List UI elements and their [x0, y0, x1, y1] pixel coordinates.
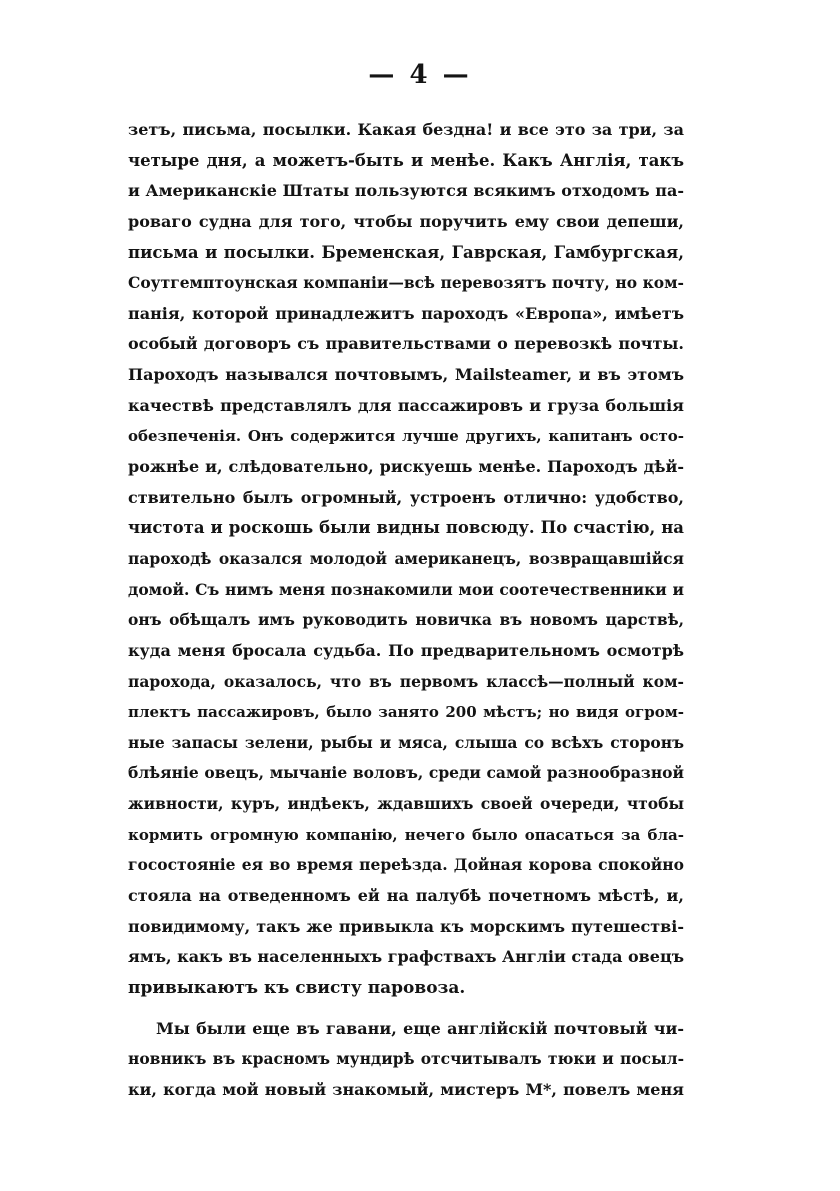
text-line: повидимому, такъ же привыкла къ морскимъ путешестві- [128, 916, 684, 936]
text-line: домой. Съ нимъ меня познакомили мои соотечественники и [128, 579, 684, 599]
text-line: парохода, оказалось, что въ первомъ классѣ—полный ком- [128, 671, 684, 691]
text-line: обезпеченія. Онъ содержится лучше другихъ, капитанъ осто- [128, 427, 684, 446]
text-line: Соутгемптоунская компаніи—всѣ перевозятъ почту, но ком- [128, 273, 684, 293]
text-line: роваго судна для того, чтобы поручить ему свои депеши, [128, 211, 684, 231]
text-line: кормить огромную компанію, нечего было опасаться за бла- [128, 825, 684, 844]
paragraph-gap [128, 1004, 684, 1014]
text-line: привыкаютъ къ свисту паровоза. [128, 977, 466, 998]
paragraph-1 [128, 115, 684, 1004]
text-line: ки, когда мой новый знакомый, мистеръ М*, повелъ меня [128, 1079, 684, 1099]
text-line: новникъ въ красномъ мундирѣ отсчитывалъ тюки и посыл- [128, 1049, 684, 1069]
text-line: онъ обѣщалъ имъ руководить новичка въ новомъ царствѣ, [128, 610, 684, 630]
text-line: рожнѣе и, слѣдовательно, рискуешь менѣе. Пароходъ дѣй- [128, 457, 684, 477]
paragraph-2 [128, 1014, 684, 1106]
text-line: ствительно былъ огромный, устроенъ отлично: удобство, [128, 487, 684, 507]
text-line: ямъ, какъ въ населенныхъ графствахъ Англіи стада овецъ [128, 947, 685, 967]
text-line: госостояніе ея во время переѣзда. Дойная корова спокойно [128, 855, 684, 875]
text-line: и Американскіе Штаты пользуются всякимъ отходомъ па- [128, 181, 684, 201]
text-line: Пароходъ назывался почтовымъ, Mailsteamer, и въ этомъ [128, 365, 684, 385]
text-line: качествѣ представлялъ для пассажировъ и груза большія [128, 395, 684, 415]
text-line: зетъ, письма, посылки. Какая бездна! и все это за три, за [128, 120, 684, 139]
text-line: чистота и роскошь были видны повсюду. По счастію, на [128, 518, 684, 538]
page-number: — 4 — [368, 60, 472, 90]
text-line: Мы были еще въ гавани, еще англійскій почтовый чи- [156, 1018, 684, 1038]
text-line: ные запасы зелени, рыбы и мяса, слыша со всѣхъ сторонъ [128, 732, 684, 752]
text-line: плектъ пассажировъ, было занято 200 мѣстъ; но видя огром- [128, 703, 684, 722]
text-line: пароходѣ оказался молодой американецъ, возвращавшійся [128, 548, 684, 568]
text-line: стояла на отведенномъ ей на палубѣ почетномъ мѣстѣ, и, [128, 886, 684, 906]
text-line: панія, которой принадлежитъ пароходъ «Европа», имѣетъ [128, 303, 684, 323]
text-line: письма и посылки. Бременская, Гаврская, Гамбургская, [128, 242, 684, 262]
text-line: куда меня бросала судьба. По предварительномъ осмотрѣ [128, 640, 684, 660]
body-text [128, 115, 684, 1106]
text-line: блѣяніе овецъ, мычаніе воловъ, среди самой разнообразной [128, 763, 684, 783]
text-line: четыре дня, а можетъ-быть и менѣе. Какъ Англія, такъ [128, 150, 684, 170]
text-line: живности, куръ, индѣекъ, ждавшихъ своей очереди, чтобы [128, 794, 684, 814]
text-line: особый договоръ съ правительствами о перевозкѣ почты. [128, 334, 684, 354]
